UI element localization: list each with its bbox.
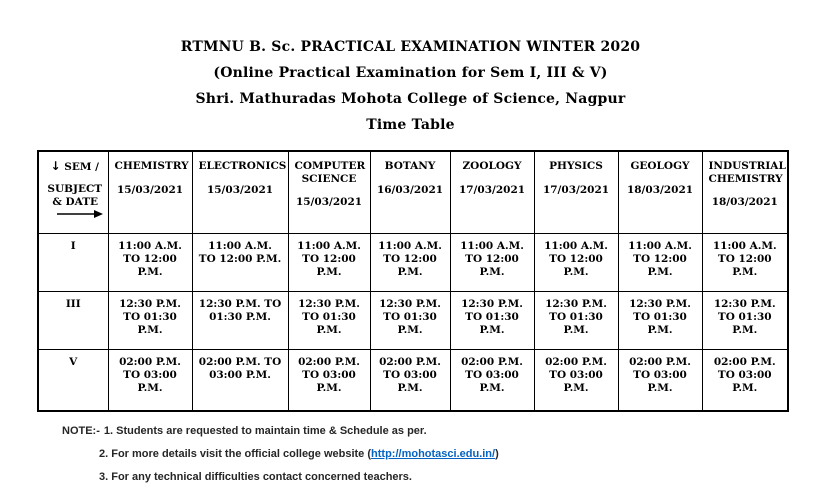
- header-chemistry: [108, 151, 192, 233]
- subject-name: GEOLOGY: [630, 160, 690, 172]
- subject-name: ZOOLOGY: [462, 160, 522, 172]
- sem-label: I: [38, 233, 108, 291]
- exam-date: 15/03/2021: [116, 183, 184, 196]
- exam-date: 15/03/2021: [295, 196, 363, 208]
- time-cell: 12:30 P.M. TO 01:30 P.M.: [618, 291, 702, 349]
- exam-date: 18/03/2021: [626, 183, 694, 196]
- note-item-2-text: 2. For more details visit the official college website (: [99, 448, 372, 460]
- header-electronics: [192, 151, 288, 233]
- header-industrial-chemistry: [702, 151, 788, 233]
- note-item-2-suffix: ): [495, 448, 499, 460]
- header-row: [38, 151, 788, 233]
- right-arrow-icon: [46, 209, 104, 219]
- time-cell: 12:30 P.M. TO 01:30 P.M.: [192, 291, 288, 349]
- subject-name: BOTANY: [384, 160, 436, 172]
- exam-date: 16/03/2021: [376, 183, 444, 196]
- time-cell: 11:00 A.M. TO 12:00 P.M.: [702, 233, 788, 291]
- timetable-heading: Time Table: [366, 117, 455, 133]
- sem-label: V: [38, 349, 108, 411]
- exam-date: 17/03/2021: [458, 183, 526, 196]
- subject-name: COMPUTER SCIENCE: [294, 160, 366, 185]
- table-row-sem-3: [38, 291, 788, 349]
- college-name: Shri. Mathuradas Mohota College of Science, Nagpur: [195, 91, 626, 107]
- time-cell: 12:30 P.M. TO 01:30 P.M.: [534, 291, 618, 349]
- note-label: NOTE:-: [62, 425, 100, 437]
- time-cell: 02:00 P.M. TO 03:00 P.M.: [192, 349, 288, 411]
- table-row-sem-5: [38, 349, 788, 411]
- corner-header-cell: [38, 151, 108, 233]
- time-cell: 02:00 P.M. TO 03:00 P.M.: [702, 349, 788, 411]
- corner-sem-label: SEM /: [64, 161, 99, 173]
- exam-date: 15/03/2021: [206, 183, 274, 196]
- note-item-3: 3. For any technical difficulties contact concerned teachers.: [99, 471, 412, 483]
- time-cell: 02:00 P.M. TO 03:00 P.M.: [534, 349, 618, 411]
- note-item-2: [99, 443, 821, 466]
- header-botany: [370, 151, 450, 233]
- time-cell: 11:00 A.M. TO 12:00 P.M.: [108, 233, 192, 291]
- note-item-1-text: 1. Students are requested to maintain time & Schedule as per.: [103, 425, 427, 437]
- header-computer-science: [288, 151, 370, 233]
- time-cell: 11:00 A.M. TO 12:00 P.M.: [192, 233, 288, 291]
- time-cell: 11:00 A.M. TO 12:00 P.M.: [618, 233, 702, 291]
- header-zoology: [450, 151, 534, 233]
- time-cell: 02:00 P.M. TO 03:00 P.M.: [108, 349, 192, 411]
- corner-subject-label: SUBJECT: [47, 183, 103, 195]
- time-cell: 12:30 P.M. TO 01:30 P.M.: [702, 291, 788, 349]
- subject-name: PHYSICS: [549, 160, 603, 172]
- sem-label: III: [38, 291, 108, 349]
- exam-date: 18/03/2021: [711, 196, 778, 208]
- table-row-sem-1: [38, 233, 788, 291]
- document-subtitle: (Online Practical Examination for Sem I, III & V): [213, 65, 608, 81]
- time-cell: 12:30 P.M. TO 01:30 P.M.: [450, 291, 534, 349]
- time-cell: 12:30 P.M. TO 01:30 P.M.: [288, 291, 370, 349]
- header-physics: [534, 151, 618, 233]
- time-cell: 02:00 P.M. TO 03:00 P.M.: [450, 349, 534, 411]
- document-header: [0, 34, 821, 138]
- time-cell: 12:30 P.M. TO 01:30 P.M.: [108, 291, 192, 349]
- subject-name: CHEMISTRY: [114, 160, 189, 172]
- subject-name: INDUSTRIAL CHEMISTRY: [708, 160, 786, 185]
- time-cell: 11:00 A.M. TO 12:00 P.M.: [450, 233, 534, 291]
- header-geology: [618, 151, 702, 233]
- college-website-link[interactable]: http://mohotasci.edu.in/: [371, 448, 496, 460]
- down-arrow-icon: ↓: [50, 159, 61, 173]
- note-item-1: [62, 420, 821, 443]
- exam-timetable: [37, 150, 789, 412]
- notes-section: [62, 420, 821, 489]
- corner-date-label: & DATE: [52, 196, 99, 208]
- time-cell: 02:00 P.M. TO 03:00 P.M.: [288, 349, 370, 411]
- time-cell: 11:00 A.M. TO 12:00 P.M.: [370, 233, 450, 291]
- time-cell: 11:00 A.M. TO 12:00 P.M.: [288, 233, 370, 291]
- document-title: RTMNU B. Sc. PRACTICAL EXAMINATION WINTER 2020: [180, 39, 641, 55]
- time-cell: 02:00 P.M. TO 03:00 P.M.: [370, 349, 450, 411]
- time-cell: 12:30 P.M. TO 01:30 P.M.: [370, 291, 450, 349]
- exam-date: 17/03/2021: [542, 183, 610, 196]
- time-cell: 11:00 A.M. TO 12:00 P.M.: [534, 233, 618, 291]
- subject-name: ELECTRONICS: [198, 160, 287, 172]
- corner-line-sem: [46, 160, 104, 174]
- time-cell: 02:00 P.M. TO 03:00 P.M.: [618, 349, 702, 411]
